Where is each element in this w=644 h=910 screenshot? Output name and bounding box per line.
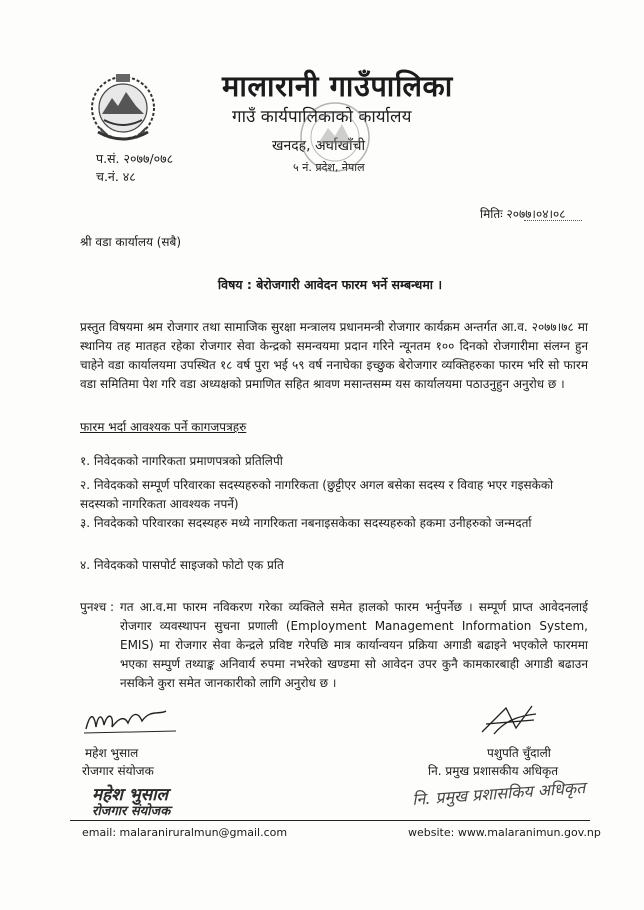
right-stamp: नि. प्रमुख प्रशासकिय अधिकृत (411, 777, 586, 810)
left-stamp-role: रोजगार संयोजक (92, 804, 171, 819)
nepal-government-emblem-icon (88, 70, 158, 146)
postscript-text: गत आ.व.मा फारम नविकरण गरेका व्यक्तिले समेत हालको फारम भर्नुपर्नेछ । सम्पूर्ण प्राप्त आवेदनलाई रोजगार व्यवस्थापन सुचना प्रणाली (Employment Management Information System, EMIS) मा रोजगार सेवा केन्द्रले प्रविष्ट गरेपछि मात्र कार्यान्वयन प्रक्रिया अगाडी बढाइने भएकोले फारममा भएका सम्पुर्ण तथ्याङ्क अनिवार्य रुपमा नभरेको खण्डमा सो आवेदन उपर कुनै कामकारबाही अगाडी बढाउन नसकिने कुरा समेत जानकारीको लागि अनुरोध छ । (120, 600, 588, 690)
date-underline (524, 220, 582, 221)
left-stamp-name: महेश भुसाल (92, 785, 169, 805)
right-signature (476, 702, 540, 738)
organization-name: मालारानी गाउँपालिका (222, 69, 453, 103)
office-seal-icon (298, 100, 372, 174)
left-signatory-name: महेश भुसाल (85, 746, 139, 760)
footer-website: website: www.malaranimun.gov.np (408, 826, 601, 839)
left-signatory-role: रोजगार संयोजक (82, 764, 154, 778)
footer-divider (70, 820, 590, 821)
footer-email: email: malaraniruralmun@gmail.com (82, 826, 288, 839)
office-address: खनदह, अर्घाखाँची (272, 138, 366, 154)
reference-number: प.सं. २०७७/०७८ (96, 151, 174, 166)
document-item-4: ४. निवेदकको पासपोर्ट साइजको फोटो एक प्रति (80, 558, 284, 572)
dispatch-number: च.नं. ४८ (96, 169, 136, 184)
office-province: ५ नं. प्रदेश, नेपाल (293, 161, 365, 174)
document-item-1: १. निवेदकको नागरिकता प्रमाणपत्रको प्रतिलिपी (80, 454, 283, 468)
recipient: श्री वडा कार्यालय (सबै) (80, 235, 182, 249)
postscript-label: पुनश्च : (80, 600, 115, 614)
subject-line: विषय : बेरोजगारी आवेदन फारम भर्ने सम्बन्धमा । (217, 277, 443, 292)
left-signature (80, 705, 180, 737)
letter-date: मितिः २०७७।०४।०८ (480, 207, 566, 221)
documents-heading: फारम भर्दा आवश्यक पर्ने कागजपत्रहरु (80, 420, 247, 434)
right-signatory-role: नि. प्रमुख प्रशासकीय अधिकृत (428, 764, 559, 778)
body-paragraph: प्रस्तुत विषयमा श्रम रोजगार तथा सामाजिक सुरक्षा मन्त्रालय प्रधानमन्त्री रोजगार कार्यक्रम अन्तर्गत आ.व. २०७७।७८ मा स्थानिय तह मातहत रहेका रोजगार सेवा केन्द्रको समन्वयमा प्रदान गरिने न्यूनतम १०० दिनको रोजगारीमा संलग्न हुन चाहेने वडा कार्यालयमा उपस्थित १८ वर्ष पुरा भई ५९ वर्ष ननाघेका इच्छुक बेरोजगार व्यक्तिहरुका फारम भरि सो फारम वडा समितिमा पेश गरि वडा अध्यक्षको प्रमाणित सहित श्रावण मसान्तसम्म यस कार्यालयमा पठाउनुहुन अनुरोध छ । (80, 320, 588, 391)
office-name: गाउँ कार्यपालिकाको कार्यालय (232, 107, 412, 127)
right-signatory-name: पशुपति चुँदाली (487, 746, 551, 760)
document-item-3: ३. निवदेकको परिवारका सदस्यहरु मध्ये नागरिकता नबनाइसकेका सदस्यहरुको हकमा उनीहरुको जन्मदर्ता (80, 516, 532, 530)
document-item-2: २. निवेदकको सम्पूर्ण परिवारका सदस्यहरुको नागरिकता (छुट्टीएर अगल बसेका सदस्य र विवाह भएर गइसकेको सदस्यको नागरिकता आवश्यक नपर्ने) (80, 478, 554, 511)
